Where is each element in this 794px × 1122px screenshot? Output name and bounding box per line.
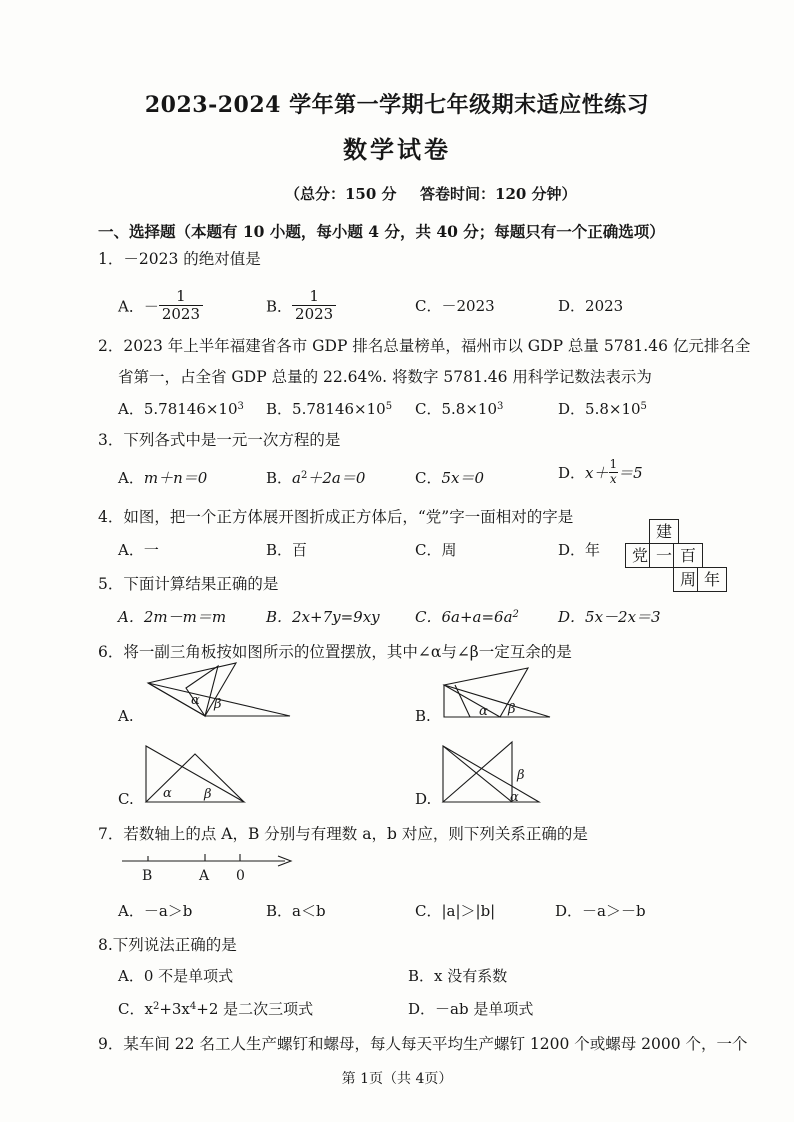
question-2-line-1: 2．2023 年上半年福建省各市 GDP 排名总量榜单，福州市以 GDP 总量 5781.46 亿元排名全 bbox=[98, 337, 751, 355]
q2-option-c: C．$5.8\times 10^3$ bbox=[415, 400, 504, 418]
question-4: 4．如图，把一个正方体展开图折成正方体后，“党”字一面相对的字是 bbox=[98, 508, 574, 526]
q3-option-a: A．m＋n＝0 bbox=[118, 469, 208, 487]
figure-c-beta: β bbox=[204, 787, 212, 802]
page-footer: 第 1页（共 4页） bbox=[341, 1071, 453, 1087]
cube-face-top: 建 bbox=[649, 519, 679, 544]
figure-b-alpha: α bbox=[479, 704, 488, 719]
q1-option-a: A．－ $\frac{1}{2023}$ bbox=[118, 288, 203, 324]
figure-b-beta: β bbox=[508, 702, 516, 717]
question-6: 6．将一副三角板按如图所示的位置摆放，其中∠α与∠β一定互余的是 bbox=[98, 643, 572, 661]
question-1: 1．－2023 的绝对值是 bbox=[98, 250, 261, 268]
q8-option-c: C．$x^2+3x^4+2$ 是二次三项式 bbox=[118, 1000, 314, 1018]
q3-option-b: B．$a^2+2a=0$ bbox=[266, 469, 366, 487]
q4-option-b: B．百 bbox=[266, 541, 308, 559]
q8-option-b: B．x 没有系数 bbox=[408, 967, 508, 985]
cube-face-bottom-1: 周 bbox=[673, 567, 703, 592]
cube-face-bottom-2: 年 bbox=[697, 567, 727, 592]
q5-option-c: C．$6a+a=6a^2$ bbox=[415, 608, 519, 626]
cube-face-middle: 一 bbox=[649, 543, 679, 568]
figure-d-alpha: α bbox=[510, 790, 519, 805]
question-2-line-2: 省第一，占全省 GDP 总量的 22.64%. 将数字 5781.46 用科学记数法表示为 bbox=[118, 368, 652, 386]
q6-label-a: A. bbox=[118, 707, 134, 725]
q6-label-c: C. bbox=[118, 790, 134, 808]
q5-option-a: A．2m－m＝m bbox=[118, 608, 227, 626]
figure-a-alpha: α bbox=[191, 693, 200, 708]
question-3: 3．下列各式中是一元一次方程的是 bbox=[98, 431, 341, 449]
question-8: 8.下列说法正确的是 bbox=[98, 936, 237, 954]
q2-option-b: B．$5.78146\times 10^5$ bbox=[266, 400, 393, 418]
section-1-heading: 一、选择题（本题有 10 小题，每小题 4 分，共 40 分；每题只有一个正确选项） bbox=[98, 222, 665, 241]
q8-option-a: A．0 不是单项式 bbox=[118, 967, 234, 985]
q2-option-d: D．$5.8\times 10^5$ bbox=[558, 400, 647, 418]
cube-face-left: 党 bbox=[625, 543, 655, 568]
q7-option-a: A．－a＞b bbox=[118, 902, 193, 920]
figure-b-triangles bbox=[444, 668, 550, 717]
q3-option-d: D．x＋ $\frac{1}{x}$ ＝5 bbox=[558, 457, 643, 486]
q7-option-d: D．－a＞－b bbox=[555, 902, 646, 920]
exam-subtitle: 数学试卷 bbox=[343, 135, 451, 164]
q5-option-b: B．2x+7y=9xy bbox=[266, 608, 380, 626]
axis-label-b: B bbox=[142, 868, 153, 884]
exam-time: 答卷时间：120 分钟） bbox=[420, 185, 577, 203]
question-5: 5．下面计算结果正确的是 bbox=[98, 575, 279, 593]
q4-option-d: D．年 bbox=[558, 541, 601, 559]
axis-label-a: A bbox=[199, 868, 210, 884]
q1-option-c: C．－2023 bbox=[415, 297, 495, 315]
figure-d-triangles bbox=[443, 742, 539, 802]
figure-c-triangles bbox=[146, 746, 244, 802]
figure-c-alpha: α bbox=[163, 786, 172, 801]
q6-label-b: B. bbox=[415, 707, 431, 725]
cube-face-right: 百 bbox=[673, 543, 703, 568]
q8-option-d: D．－ab 是单项式 bbox=[408, 1000, 534, 1018]
q1-option-d: D．2023 bbox=[558, 297, 624, 315]
q4-option-a: A．一 bbox=[118, 541, 159, 559]
number-line bbox=[122, 854, 291, 866]
q1-option-b: B． $\frac{1}{2023}$ bbox=[266, 288, 336, 324]
question-9: 9．某车间 22 名工人生产螺钉和螺母，每人每天平均生产螺钉 1200 个或螺母 2000 个，一个 bbox=[98, 1035, 748, 1053]
q6-label-d: D. bbox=[415, 790, 432, 808]
q5-option-d: D．5x－2x＝3 bbox=[558, 608, 661, 626]
q7-option-c: C．|a|＞|b| bbox=[415, 902, 496, 920]
exam-title: 2023-2024 学年第一学期七年级期末适应性练习 bbox=[144, 92, 650, 118]
q4-option-c: C．周 bbox=[415, 541, 457, 559]
q3-option-c: C．5x＝0 bbox=[415, 469, 485, 487]
figure-a-beta: β bbox=[214, 697, 222, 712]
question-7: 7．若数轴上的点 A，B 分别与有理数 a，b 对应，则下列关系正确的是 bbox=[98, 825, 588, 843]
q7-option-b: B．a＜b bbox=[266, 902, 326, 920]
figure-d-beta: β bbox=[517, 768, 525, 783]
axis-label-zero: 0 bbox=[236, 868, 245, 884]
total-score: （总分：150 分 bbox=[285, 185, 397, 203]
q2-option-a: A．$5.78146\times 10^3$ bbox=[118, 400, 244, 418]
